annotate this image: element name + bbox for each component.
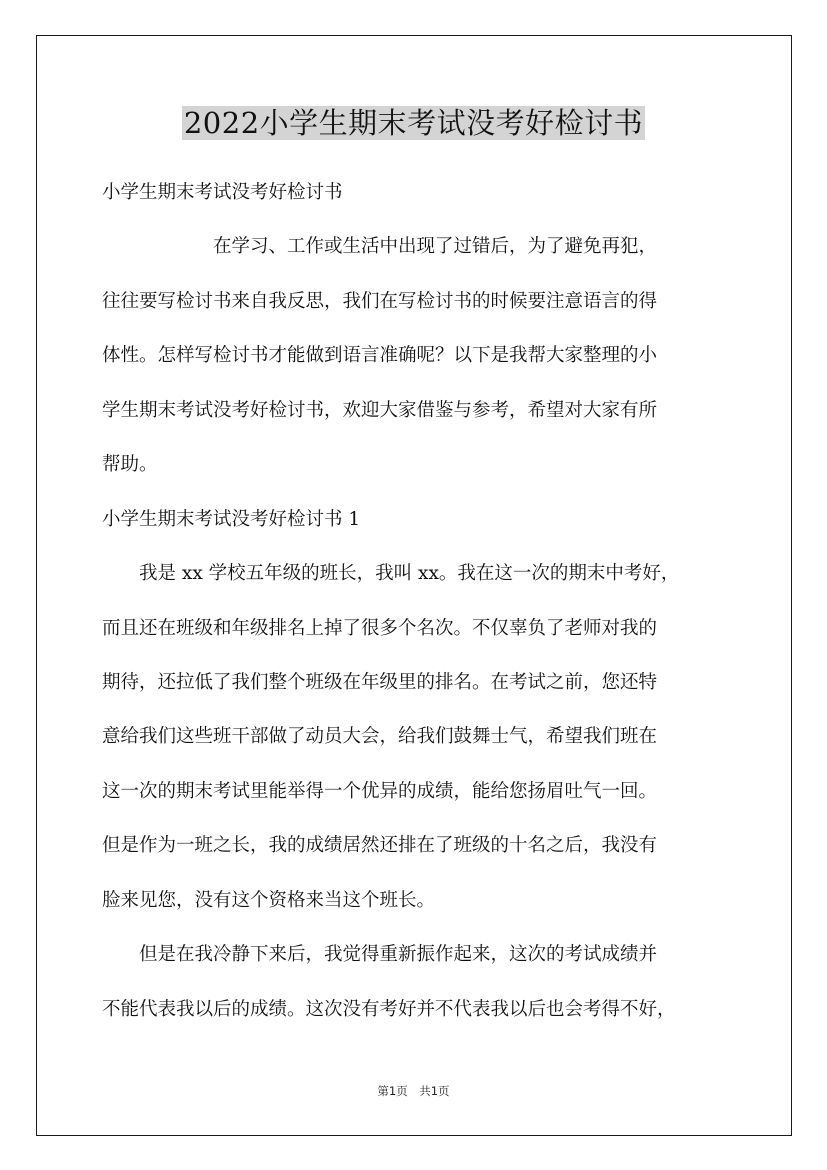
body-line: 我是 xx 学校五年级的班长，我叫 xx。我在这一次的期末中考好， (102, 563, 680, 584)
body-line: 这一次的期末考试里能举得一个优异的成绩，能给您扬眉吐气一回。 (102, 781, 658, 802)
body-line: 意给我们这些班干部做了动员大会，给我们鼓舞士气，希望我们班在 (102, 726, 658, 747)
body-line: 而且还在班级和年级排名上掉了很多个名次。不仅辜负了老师对我的 (102, 618, 658, 639)
body-line: 帮助。 (102, 454, 158, 475)
body-line: 但是在我冷静下来后，我觉得重新振作起来，这次的考试成绩并 (102, 944, 658, 965)
body-line: 体性。怎样写检讨书才能做到语言准确呢？以下是我帮大家整理的小 (102, 345, 658, 366)
body-line: 脸来见您，没有这个资格来当这个班长。 (102, 890, 436, 911)
subtitle-line: 小学生期末考试没考好检讨书 (102, 182, 343, 203)
section-heading: 小学生期末考试没考好检讨书 1 (102, 509, 361, 530)
document-title-text: 2022小学生期末考试没考好检讨书 (183, 106, 644, 140)
body-line: 但是作为一班之长，我的成绩居然还排在了班级的十名之后，我没有 (102, 835, 658, 856)
document-title (0, 104, 827, 142)
body-line: 往往要写检讨书来自我反思，我们在写检讨书的时候要注意语言的得 (102, 291, 658, 312)
body-line: 在学习、工作或生活中出现了过错后，为了避免再犯， (102, 236, 658, 257)
body-line: 学生期末考试没考好检讨书，欢迎大家借鉴与参考，希望对大家有所 (102, 400, 658, 421)
page-footer: 第1页 共1页 (377, 1084, 450, 1098)
body-line: 期待，还拉低了我们整个班级在年级里的排名。在考试之前，您还特 (102, 672, 658, 693)
body-line: 不能代表我以后的成绩。这次没有考好并不代表我以后也会考得不好， (102, 999, 676, 1020)
